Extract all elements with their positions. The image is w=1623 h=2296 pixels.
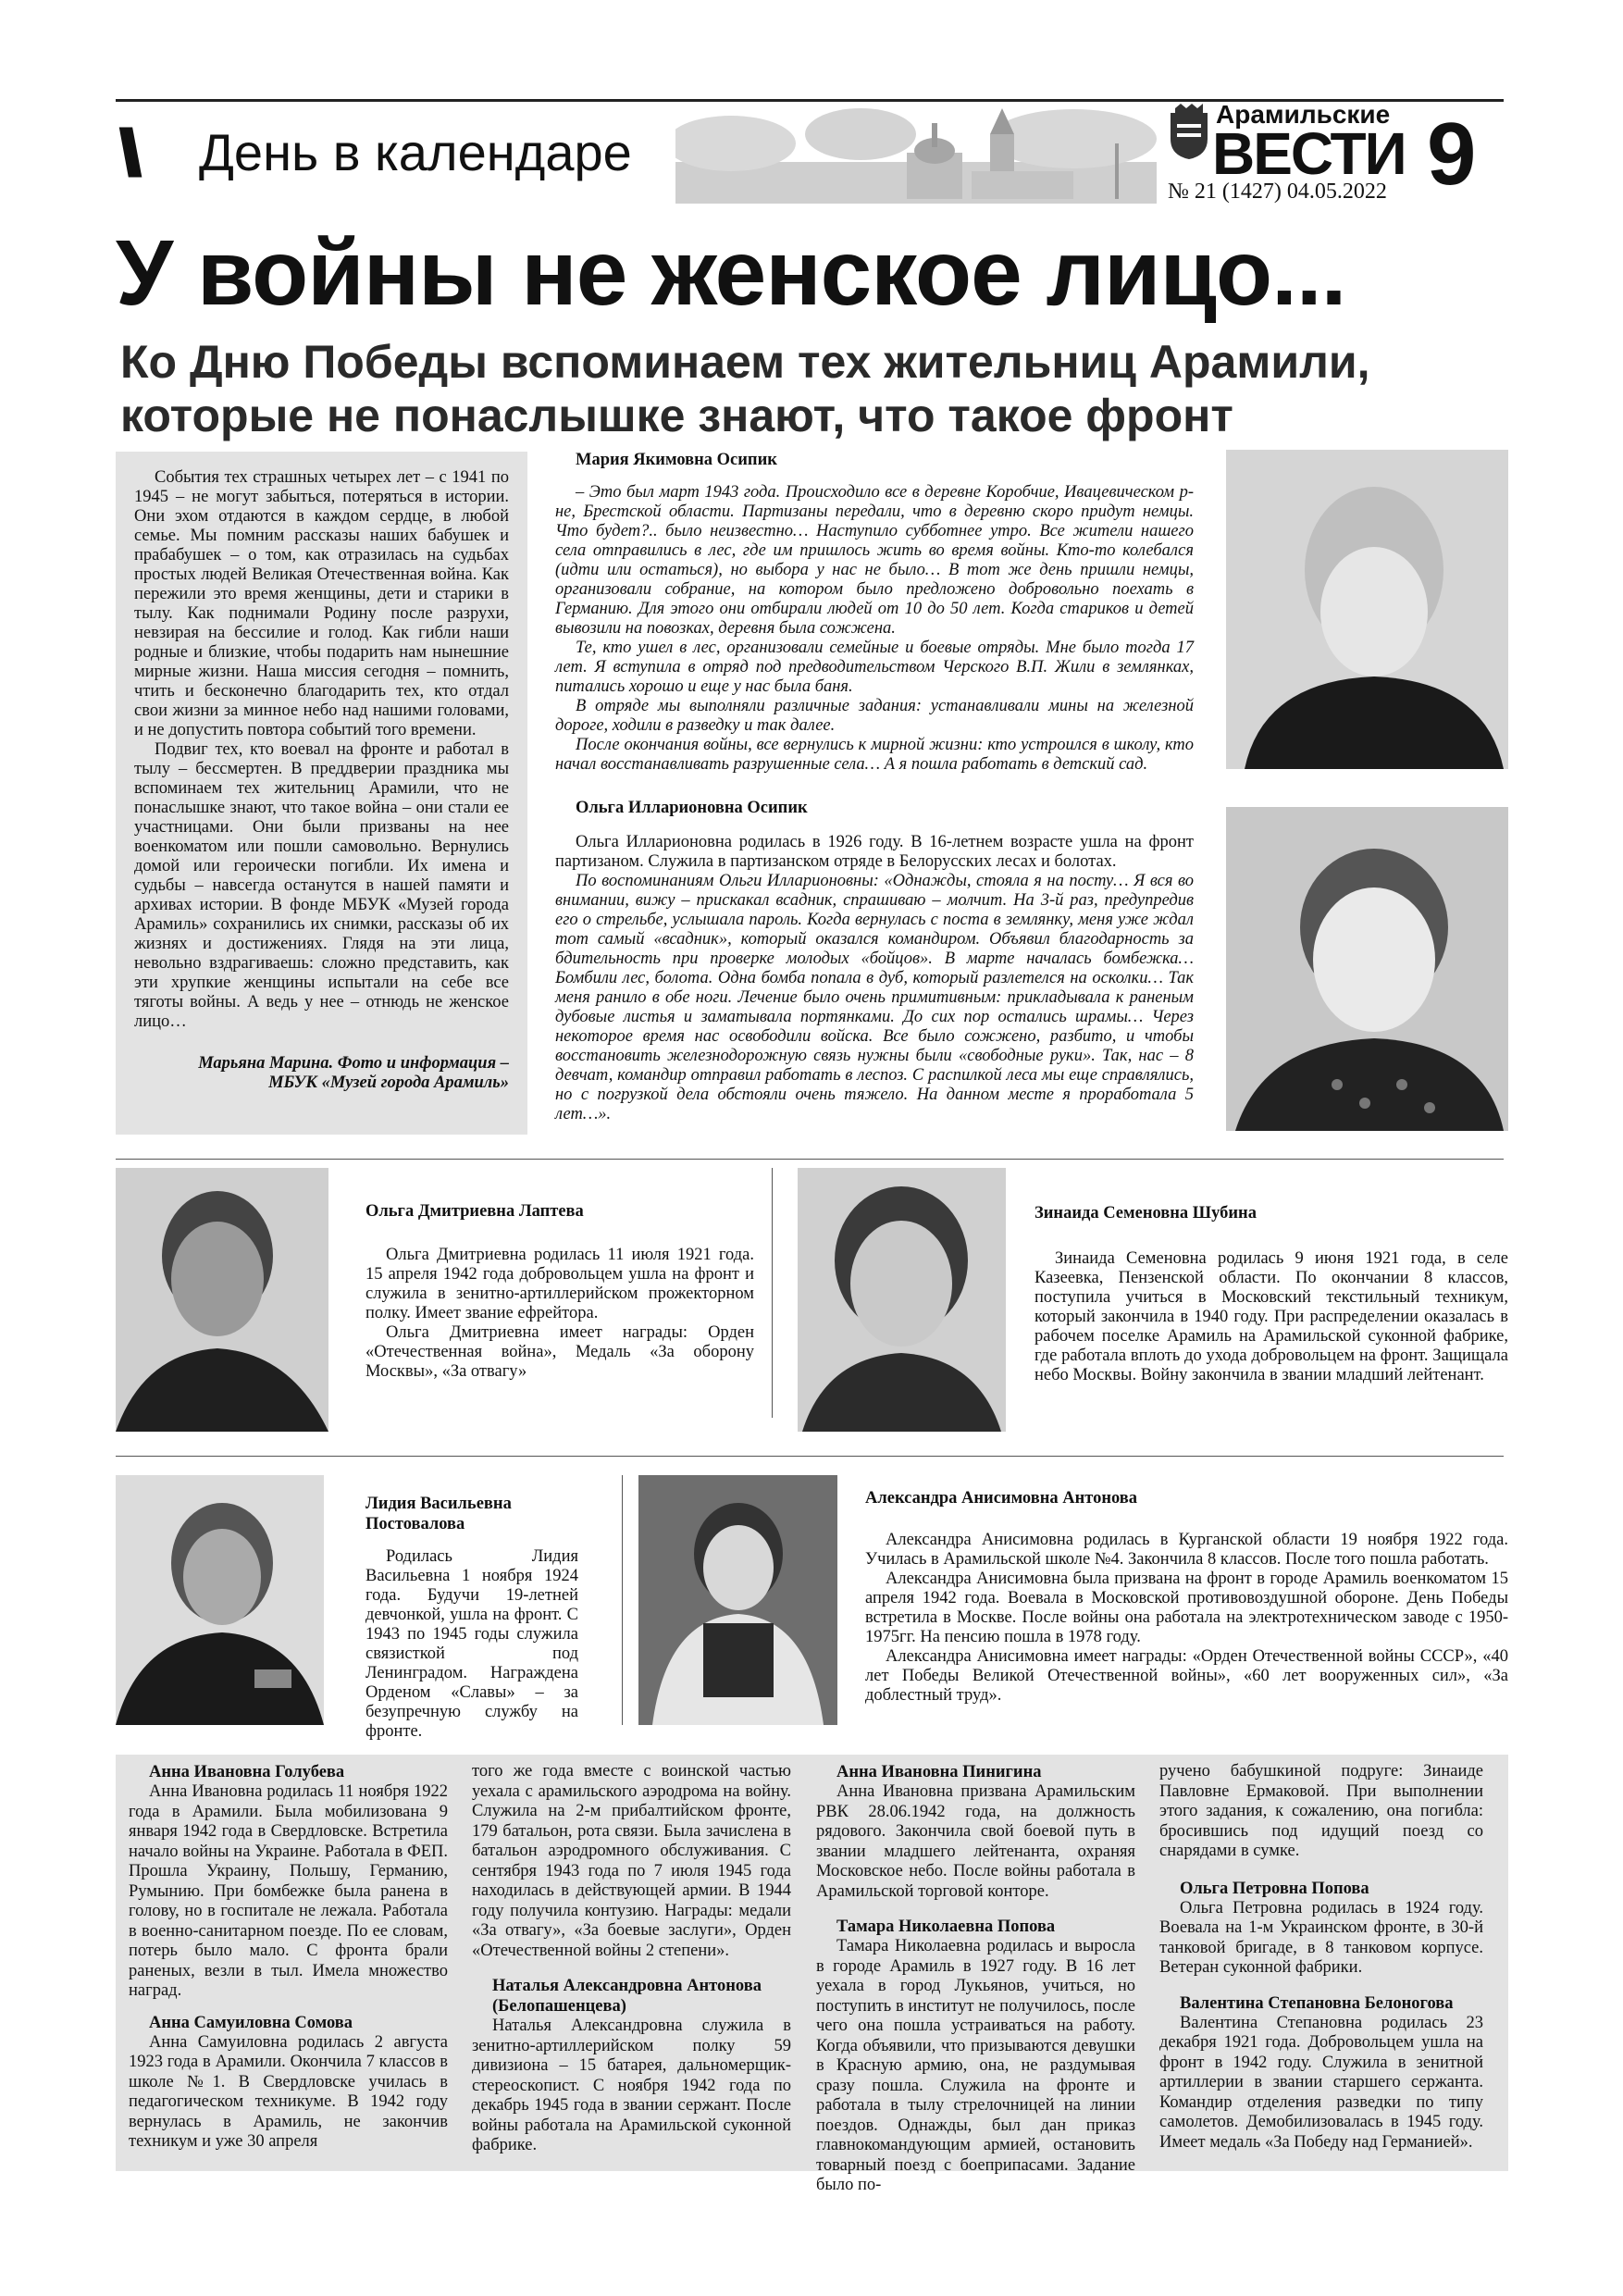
coat-of-arms-icon (1168, 104, 1210, 161)
lapteva-p2: Ольга Дмитриевна имеет награды: Орден «Отечественная война», Медаль «За оборону Москвы», «За отвагу» (365, 1323, 754, 1381)
lapteva-name: Ольга Дмитриевна Лаптева (365, 1202, 584, 1221)
antonova-a-p1: Александра Анисимовна родилась в Курганской области 19 ноября 1922 года. Училась в Арамильской школе №4. Закончила 8 классов. После того пошла работать. (865, 1531, 1508, 1569)
intro-signature-1: Марьяна Марина. Фото и информация – (198, 1054, 509, 1073)
bottom-column-3 (816, 1762, 1135, 2196)
antonova-a-p3: Александра Анисимовна имеет награды: «Орден Отечественной войны СССР», «40 лет Победы Великой Отечественной войны», «60 лет вооруженных сил», «За доблестный труд». (865, 1647, 1508, 1705)
portrait-photo-icon (798, 1168, 1006, 1432)
antonova-photo (638, 1475, 837, 1725)
divider-1 (116, 1159, 1504, 1160)
portrait-photo-icon (116, 1168, 328, 1432)
subheadline-line-1: Ко Дню Победы вспоминаем тех жительниц Арамили, (120, 336, 1370, 388)
belonogova-text: Валентина Степановна родилась 23 декабря 1921 года. Добровольцем ушла на фронт в 1942 году. Служила в зенитной артиллерии в звании старшего сержанта. Командир отделения разведки по типу самолетов. Демобилизовалась в 1945 году. Имеет медаль «За Победу над Германией». (1159, 2013, 1483, 2152)
section-slashes: \\ (118, 117, 130, 191)
bottom-column-2 (472, 1762, 791, 2156)
intro-box (116, 452, 527, 1135)
osipik-maria-name: Мария Якимовна Осипик (576, 451, 777, 469)
popova-t-text: Тамара Николаевна родилась и выросла в городе Арамиль в 1927 году. В 16 лет уехала в город Лукьянов, учиться, но поступить в институт не получилось, после чего она пошла устраиваться на работу. Когда объявили, что призываются девушки в Красную армию, она, не раздумывая сразу пошла. Служила на фронте и работала в тылу стрелочницей на линии поездов. Однажды, был дан приказ главнокомандующим армией, остановить товарный поезд с боеприпасами. Задание было по- (816, 1937, 1135, 2194)
vertical-divider-1 (772, 1168, 773, 1418)
osipik-maria-p3: В отряде мы выполняли различные задания: устанавливали мины на железной дороге, ходили в разведку и так далее. (555, 697, 1194, 735)
issue-info: № 21 (1427) 04.05.2022 (1168, 180, 1387, 204)
postovalova-name-1: Лидия Васильевна (365, 1495, 512, 1513)
bottom-box (116, 1755, 1508, 2194)
antonova-n-name-2: (Белопашенцева) (492, 1997, 626, 2016)
section-title: День в календаре (199, 123, 632, 181)
intro-paragraph-1: События тех страшных четырех лет – с 1941 по 1945 – не могут забыться, потеряться в истории. Они эхом отдаются в каждом сердце, в любой семье. Мы помним рассказы наших бабушек и прабабушек – о том, как отразилась на судьбах простых людей Великая Отечественная война. Как пережили это время женщины, дети и старики в тылу. Как поднимали Родину после разрухи, невзирая на бессилие и голод. Как гибли наши родные и близкие, чтобы подарить нам нынешние мирные жизни. Наша миссия сегодня – помнить, чтить и бесконечно благодарить тех, кто отдал свои жизни за минное небо над нашими головами, и не допустить повтора событий того времени. (134, 468, 509, 739)
vertical-divider-2 (622, 1475, 623, 1725)
osipik-olga-p1: Ольга Илларионовна родилась в 1926 году. В 16-летнем возрасте ушла на фронт партизаном. Служила в партизанском отряде в Белорусских лесах и болотах. (555, 833, 1194, 871)
intro-signature-2: МБУК «Музей города Арамиль» (268, 1074, 509, 1092)
shubina-name: Зинаида Семеновна Шубина (1035, 1204, 1257, 1222)
osipik-maria-p1: – Это был март 1943 года. Происходило все в деревне Коробчие, Ивацевическом р-не, Брестской области. Партизаны передали, что в деревню скоро придут немцы. Что будет?.. было неизвестно… Наступило субботнее утро. Все жители нашего села отправились в лес, где им пришлось жить во время войны. Кто-то колебался (идти или остаться), но выбора у нас не было… В тот же день пришли немцы, организовали собрание, на котором было предложено добровольно поехать в Германию. Для этого они отбирали людей от 10 до 50 лет. Когда стариков и детей вывозили на повозках, деревня была сожжена. (555, 483, 1194, 638)
somova-name: Анна Самуиловна Сомова (149, 2013, 353, 2032)
osipik-olga-p2: По воспоминаниям Ольги Илларионовны: «Однажды, стояла я на посту… Я вся во внимании, вижу – прискакал всадник, спрашиваю – молчит. На 3-й раз, предупредив его о стрельбе, услышала пароль. Когда вернулась с поста в землянку, меня уже ждал тот самый «всадник», который оказался командиром. Объявил благодарность за бдительность при проверке молодых «бойцов». В марте началась бомбежка… Бомбили лес, болота. Одна бомба попала в дуб, который разлетелся на осколки… Так меня ранило в обе ноги. Лечение было очень примитивным: прикладывала к раненым дубовые листья и заматывала портянками. До сих пор остались шрамы… Через некоторое время нас освободили войска. Все было сожжено, разбито, и чтобы восстановить железнодорожную связь нужны были «свободные руки». Так, нас – 8 девчат, командир отправил работать в леспоз. С распилкой леса мы еще справлялись, но с погрузкой дела обстояли очень тяжело. На данном месте я проработала 5 лет…». (555, 872, 1194, 1123)
osipik-olga-photo (1226, 807, 1508, 1131)
postovalova-article (365, 1494, 578, 1742)
logo-small-text: Арамильские (1216, 100, 1391, 129)
osipik-olga-article (555, 798, 1194, 1124)
antonova-a-article (865, 1488, 1508, 1706)
bottom-column-1 (129, 1762, 448, 2153)
pinigina-name: Анна Ивановна Пинигина (836, 1763, 1042, 1781)
portrait-photo-icon (116, 1475, 324, 1725)
antonova-a-p2: Александра Анисимовна была призвана на фронт в городе Арамиль военкоматом 15 апреля 1942 года. Воевала в Московской противовоздушной обороне. День Победы встретила в Москве. После войны она работала на электротехническом заводе с 1950-1975гг. На пенсию пошла в 1978 году. (865, 1570, 1508, 1646)
lapteva-p1: Ольга Дмитриевна родилась 11 июля 1921 года. 15 апреля 1942 года добровольцем ушла на фронт и служила в зенитно-артиллерийском прожекторном полку. Имеет звание ефрейтора. (365, 1246, 754, 1322)
somova-continued-text: того же года вместе с воинской частью уехала с арамильского аэродрома на войну. Служила на 2-м прибалтийском фронте, 179 батальон, рота связи. Была зачислена в батальон аэродромного обслуживания. С сентября 1943 года по 7 июля 1945 года находилась в действующей армии. В 1944 году получила контузию. Награды: медали «За отвагу», «За боевые заслуги», Орден «Отечественной войны 2 степени». (472, 1762, 791, 1960)
belonogova-name: Валентина Степановна Белоногова (1180, 1993, 1454, 2013)
postovalova-photo (116, 1475, 324, 1725)
intro-paragraph-2: Подвиг тех, кто воевал на фронте и работал в тылу – бессмертен. В преддверии праздника мы вспоминаем тех жительниц Арамили, что не понаслышке знают, что такое война – они стали ее участницами. Они были призваны на нее военкоматом или пошли самовольно. Вернулись домой или героически погибли. Их имена и судьбы – навсегда останутся в нашей памяти и архивах истории. В фонде МБУК «Музей города Арамиль» сохранились их снимки, рассказы об их жизнях и достижениях. Глядя на эти лица, невольно вздрагиваешь: сложно представить, как эти хрупкие женщины испытали на себе все тяготы войны. А ведь у нее – отнюдь не женское лицо… (134, 740, 509, 1031)
portrait-photo-icon (638, 1475, 837, 1725)
portrait-photo-icon (1226, 807, 1508, 1131)
antonova-a-name: Александра Анисимовна Антонова (865, 1489, 1138, 1508)
shubina-article (1035, 1203, 1508, 1385)
osipik-maria-p2: Те, кто ушел в лес, организовали семейные и боевые отряды. Мне было тогда 17 лет. Я вступила в отряд под предводительством Черского В.П. Жили в землянках, питались хорошо и еще у нас была баня. (555, 639, 1194, 696)
shubina-photo (798, 1168, 1006, 1432)
church-skyline-illustration (675, 106, 1157, 204)
lapteva-article (365, 1201, 754, 1382)
golubeva-name: Анна Ивановна Голубева (149, 1763, 345, 1781)
osipik-maria-p4: После окончания войны, все вернулись к мирной жизни: кто устроился в школу, кто начал восстанавливать разрушенные села… А я пошла работать в детский сад. (555, 736, 1194, 774)
postovalova-name-2: Постовалова (365, 1515, 465, 1533)
pinigina-text: Анна Ивановна призвана Арамильским РВК 28.06.1942 года, на должность рядового. Закончила свой боевой путь в звании младшего лейтенанта, охраняя Московское небо. После войны работала в Арамильской торговой конторе. (816, 1782, 1135, 1901)
main-headline: У войны не женское лицо... (116, 221, 1346, 325)
popova-t-continued-text: ручено бабушкиной подруге: Зинаиде Павловне Ермаковой. При выполнении этого задания, к сожалению, она погибла: бросившись под идущий поезд со снарядами в сумке. (1159, 1762, 1483, 1860)
portrait-photo-icon (1226, 450, 1508, 769)
page-number: 9 (1427, 105, 1477, 204)
osipik-olga-name: Ольга Илларионовна Осипик (576, 799, 808, 817)
shubina-p1: Зинаида Семеновна родилась 9 июня 1921 года, в селе Казеевка, Пензенской области. По окончании 8 классов, поступила учиться в Московский текстильный техникум, который закончила в 1940 году. При распределении оказалась в рабочем поселке Арамиль на Арамильской суконной фабрике, где работала вплоть до ухода добровольцем на фронт. Защищала небо Москвы. Войну закончила в звании младший лейтенант. (1035, 1249, 1508, 1384)
divider-2 (116, 1456, 1504, 1457)
antonova-n-name-1: Наталья Александровна Антонова (492, 1977, 762, 1995)
popova-o-name: Ольга Петровна Попова (1180, 1879, 1369, 1898)
osipik-maria-photo (1226, 450, 1508, 769)
somova-text: Анна Самуиловна родилась 2 августа 1923 года в Арамили. Окончила 7 классов в школе №1. В Свердловске училась в педагогическом техникуме. В 1942 году вернулась в Арамиль, не закончив техникум и уже 30 апреля (129, 2032, 448, 2151)
logo-big-text: ВЕСТИ (1212, 120, 1406, 187)
postovalova-p1: Родилась Лидия Васильевна 1 ноября 1924 года. Будучи 19-летней девчонкой, ушла на фронт. С 1943 по 1945 годы служила связисткой под Ленинградом. Награждена Орденом «Славы» – за безупречную службу на фронте. (365, 1547, 578, 1741)
subheadline-line-2: которые не понаслышке знают, что такое фронт (120, 390, 1233, 441)
golubeva-text: Анна Ивановна родилась 11 ноября 1922 года в Арамили. Была мобилизована 9 января 1942 года в Свердловске. Встретила начало войны на Украине. Работала в ФЕП. Прошла Украину, Польшу, Германию, Румынию. При бомбежке была ранена в голову, но в госпитале не лежала. Работала в военно-санитарном поезде. По ее словам, потерь было мало. С фронта брали раненых, везли в тыл. Имела множество наград. (129, 1782, 448, 2000)
bottom-column-4 (1159, 1762, 1483, 2153)
lapteva-photo (116, 1168, 328, 1432)
popova-o-text: Ольга Петровна родилась в 1924 году. Воевала на 1-м Украинском фронте, в 30-й танковой бригаде, в 8 танковом корпусе. Ветеран суконной фабрики. (1159, 1898, 1483, 1977)
osipik-maria-article (555, 450, 1194, 775)
popova-t-name: Тамара Николаевна Попова (836, 1917, 1056, 1936)
antonova-n-text: Наталья Александровна служила в зенитно-артиллерийском полку 59 дивизиона – 15 батарея, дальномерщик-стереоскопист. С ноября 1942 года по декабрь 1945 года в звании сержант. После войны работала на Арамильской суконной фабрике. (472, 2017, 791, 2154)
